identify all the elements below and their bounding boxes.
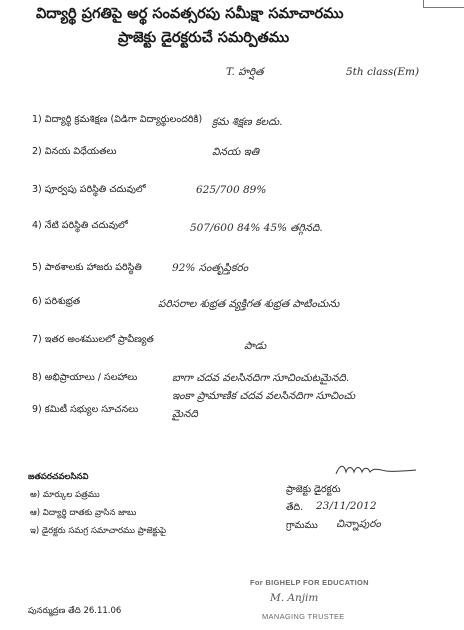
stamp-signature: M. Anjim — [270, 592, 319, 604]
row-label-1: 1) విద్యార్థి క్రమశిక్షణ (విడిగా విద్యార్థులందరికి) — [32, 114, 203, 125]
signature-scribble — [334, 462, 418, 478]
row-value-2: వినయ ఇతి — [212, 146, 260, 158]
enclosure-item-1: అ) మార్కుల పత్రము — [30, 490, 100, 500]
row-label-5: 5) పాఠశాలకు హాజరు పరిస్థితి — [32, 262, 142, 273]
row-label-7: 7) ఇతర అంశములలో ప్రావీణ్యత — [32, 334, 154, 345]
signature-designation: ప్రాజెక్టు డైరక్టరు — [286, 484, 341, 495]
row-label-2: 2) వినయ విధేయతలు — [32, 146, 117, 157]
stamp-line-1: For BIGHELP FOR EDUCATION — [250, 578, 369, 587]
page-subtitle: ప్రాజెక్టు డైరక్టరుచే సమర్పితము — [118, 30, 290, 46]
signature-date-label: తేది. — [286, 502, 304, 513]
revision-date: పునర్ముద్రణ తేది 26.11.06 — [28, 606, 122, 616]
row-value-5: 92% సంతృప్తికరం — [172, 262, 249, 274]
enclosure-item-3: ఇ) డైరక్టరు సమగ్ర సమాచారము ప్రాజెక్టుపై — [30, 526, 167, 536]
row-value-1: క్రమ శిక్షణ కలదు. — [212, 116, 283, 128]
page-title: విద్యార్థి ప్రగతిపై అర్థ సంవత్సరపు సమీక్షా సమాచారము — [36, 6, 344, 22]
stamp-line-3: MANAGING TRUSTEE — [262, 612, 345, 621]
enclosure-item-2: ఆ) విద్యార్థి దాతకు వ్రాసిన జాబు — [30, 508, 137, 518]
row-label-3: 3) పూర్వపు పరిస్థితి చదువులో — [32, 184, 146, 195]
row-value-8b: ఇంకా ప్రామాణిక చదవ వలసినదిగా సూచించు — [172, 390, 356, 402]
student-class: 5th class(Em) — [346, 66, 420, 78]
row-label-6: 6) పరిశుభ్రత — [32, 296, 81, 307]
row-value-6: పరిసరాల శుభ్రత వ్యక్తిగత శుభ్రత పాటించును — [158, 298, 340, 310]
row-value-9: మైనది — [172, 408, 198, 420]
row-label-8: 8) అభిప్రాయాలు / సలహాలు — [32, 372, 138, 383]
row-value-7: పాడు — [244, 340, 267, 352]
signature-date: 23/11/2012 — [316, 500, 377, 512]
signature-village: చిన్నాపురం — [336, 518, 381, 530]
corner-mark — [423, 0, 464, 8]
signature-village-label: గ్రామము — [286, 520, 318, 531]
enclosures-heading: జతపరచవలసినవి — [28, 472, 89, 482]
row-label-9: 9) కమిటీ సభ్యుల సూచనలు — [32, 404, 139, 415]
row-value-4: 507/600 84% 45% తగ్గినది. — [190, 222, 323, 234]
student-name: T. హర్షిత — [226, 66, 264, 78]
row-value-8: బాగా చదవ వలసినదిగా సూచించుటమైనది. — [172, 372, 350, 384]
row-value-3: 625/700 89% — [196, 184, 267, 196]
row-label-4: 4) నేటి పరిస్థితి చదువులో — [32, 220, 128, 231]
